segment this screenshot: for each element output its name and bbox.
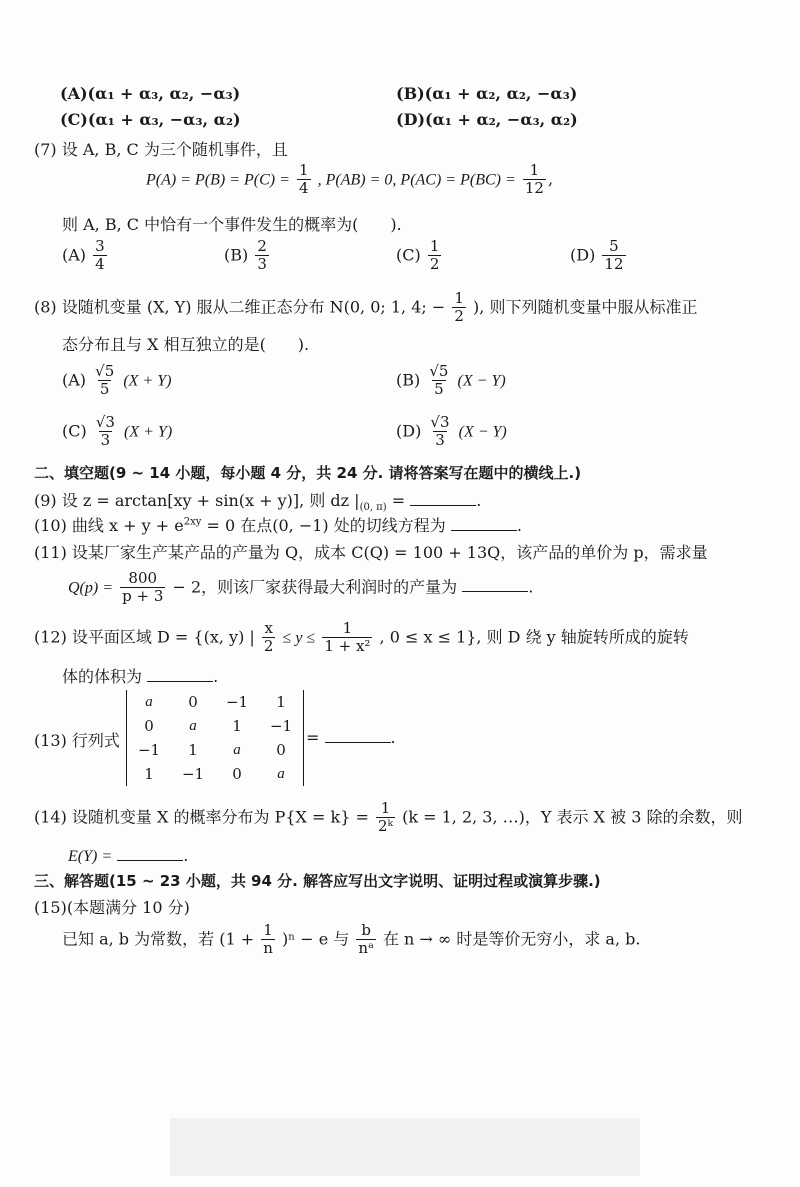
q8-option-d: (D) $\frac{√3}{3}$ (X − Y) (396, 413, 507, 450)
q7-option-b: (B) $\frac{2}{3}$ (224, 237, 267, 274)
q7-fraction-1-12: $\frac{1}{12}$ (524, 161, 544, 198)
q7-option-c: (C) $\frac{1}{2}$ (396, 237, 440, 274)
q14-answer-blank (117, 846, 183, 861)
q6-option-d: (D)(α₁ + α₂, −α₃, α₂) (396, 110, 578, 129)
q11-answer-blank (462, 577, 528, 592)
q11-line1: (11) 设某厂家生产某产品的产量为 Q，成本 C(Q) = 100 + 13Q，该产品的单价为 p，需求量 (34, 543, 708, 562)
section-2-heading: 二、填空题(9 ~ 14 小题，每小题 4 分，共 24 分. 请将答案写在题中的横线上.) (34, 464, 582, 482)
q7-fraction-1-4: $\frac{1}{4}$ (299, 161, 309, 198)
q14-line1: (14) 设随机变量 X 的概率分布为 P{X = k} = $\frac{1}{\text{2ᵏ}}$ (k = 1, 2, 3, …)，Y 表示 X 被 3 除的余数，则 (34, 799, 743, 836)
q12-line1: (12) 设平面区域 D = {(x, y) | $\frac{x}{2}$ ≤ y ≤ $\frac{1}{\text{1 + x²}}$ , 0 ≤ x ≤ 1}, 则 D 绕 y 轴旋转所成的旋转 (34, 619, 689, 656)
q14-line2: E(Y) = . (68, 846, 189, 865)
q7-option-a: (A) $\frac{3}{4}$ (62, 237, 105, 274)
q12-answer-blank (147, 667, 213, 682)
q8-option-a: (A) $\frac{√5}{5}$ (X + Y) (62, 362, 172, 399)
q13-answer: = . (306, 728, 396, 747)
q6-option-b: (B)(α₁ + α₂, α₂, −α₃) (396, 84, 578, 103)
q10: (10) 曲线 $x + y + e^{2xy} = 0$ 在点(0, −1) 处的切线方程为 . (34, 516, 522, 535)
q15-statement: 已知 a, b 为常数，若 (1 + $\frac{1}{n}$ )ⁿ − e 与 $\frac{b}{\text{nᵃ}}$ 在 n → ∞ 时是等价无穷小，求 a, b. (62, 921, 641, 958)
q7-question: 则 A, B, C 中恰有一个事件发生的概率为( ). (62, 215, 402, 234)
q9: (9) 设 z = arctan[xy + sin(x + y)], 则 dz $|_{(0, \pi)}$ = . (34, 491, 482, 514)
section-3-heading: 三、解答题(15 ~ 23 小题，共 94 分. 解答应写出文字说明、证明过程或演算步骤.) (34, 872, 601, 890)
q8-option-c: (C) $\frac{√3}{3}$ (X + Y) (62, 413, 173, 450)
q9-answer-blank (410, 491, 476, 506)
q6-option-a: (A)(α₁ + α₃, α₂, −α₃) (60, 84, 241, 103)
scan-smudge (170, 1118, 640, 1176)
q12-line2: 体的体积为 . (62, 667, 219, 686)
q7-stem: (7) 设 A, B, C 为三个随机事件，且 (34, 140, 288, 159)
q6-option-c: (C)(α₁ + α₃, −α₃, α₂) (60, 110, 241, 129)
q7-condition: P(A) = P(B) = P(C) = $\frac{1}{4}$ , P(AB) = 0, P(AC) = P(BC) = $\frac{1}{12}$ , (146, 161, 554, 198)
q15-heading: (15)(本题满分 10 分) (34, 898, 190, 917)
q13-answer-blank (325, 728, 391, 743)
q11-line2: Q(p) = $\frac{800}{p + 3}$ − 2，则该厂家获得最大利润时的产量为 . (68, 569, 534, 606)
q8-stem-line1: (8) 设随机变量 (X, Y) 服从二维正态分布 N(0, 0; 1, 4; − $\frac{1}{2}$ ), 则下列随机变量中服从标准正 (34, 289, 698, 326)
q7-option-d: (D) $\frac{5}{12}$ (570, 237, 624, 274)
q13-label: (13) 行列式 (34, 731, 120, 750)
q8-stem-line2: 态分布且与 X 相互独立的是( ). (62, 335, 310, 354)
q11-demand-fraction: $\frac{800}{p + 3}$ (122, 569, 164, 606)
q8-fraction-1-2: $\frac{1}{2}$ (454, 289, 464, 326)
q8-option-b: (B) $\frac{√5}{5}$ (X − Y) (396, 362, 506, 399)
q13-determinant: a 0 −1 1 0 a 1 −1 −1 1 a 0 1 −1 0 a (126, 690, 304, 786)
q10-answer-blank (451, 516, 517, 531)
